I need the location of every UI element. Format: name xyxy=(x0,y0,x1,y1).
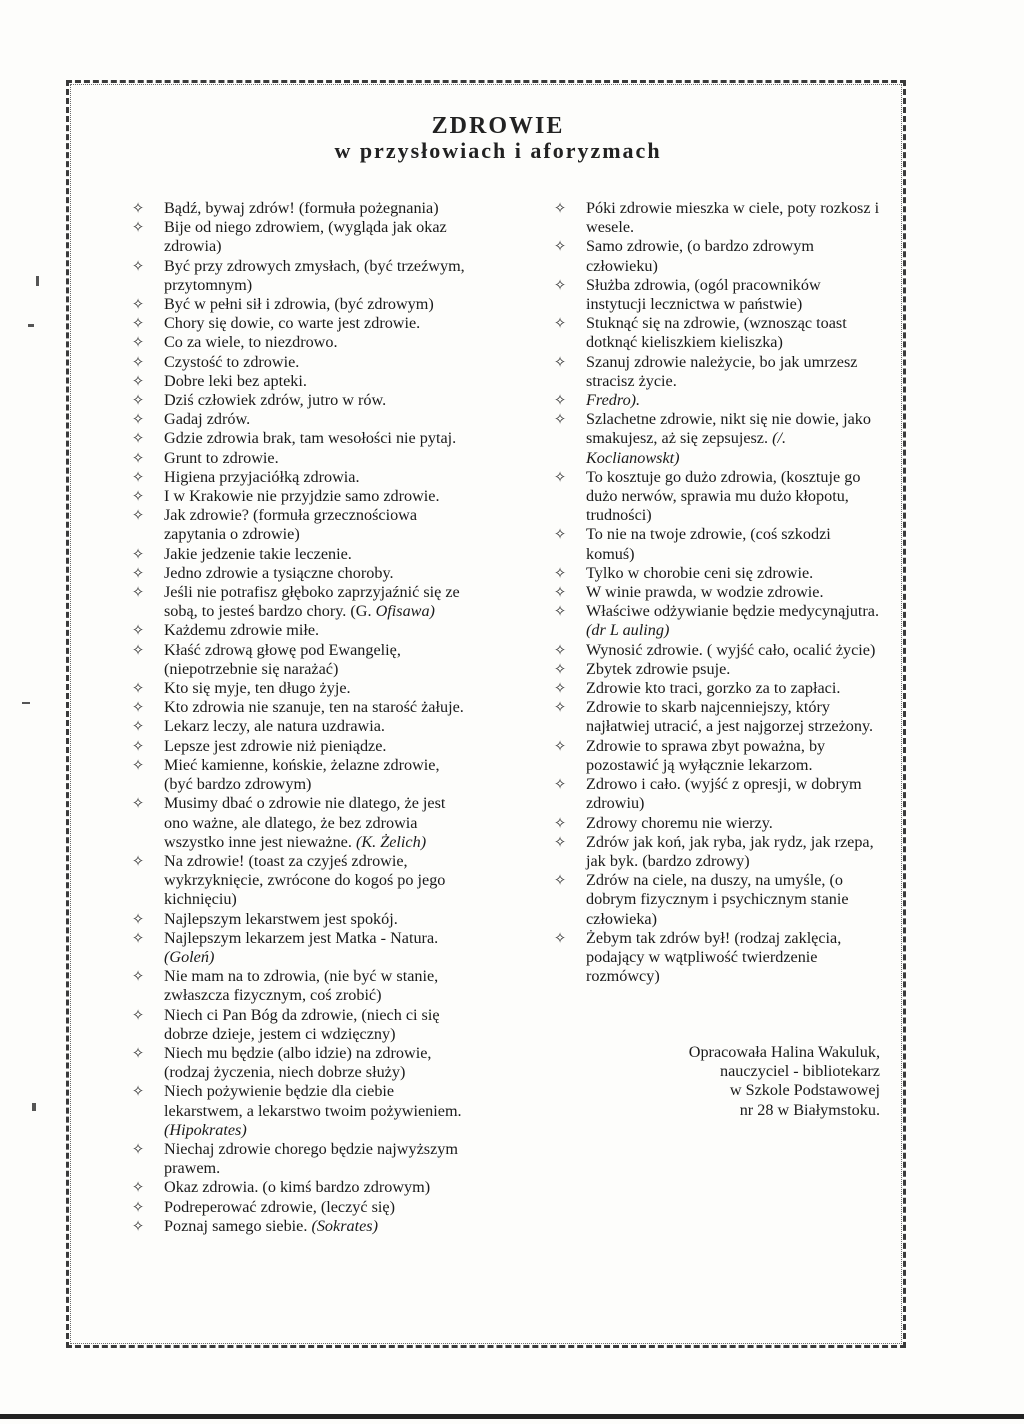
proverb-item xyxy=(550,314,882,352)
proverb-item xyxy=(128,794,468,852)
four-point-star-outline-icon: ✧ xyxy=(131,295,145,314)
proverb-text: Gadaj zdrów. xyxy=(164,410,251,429)
proverb-text: I w Krakowie nie przyjdzie samo zdrowie. xyxy=(164,487,440,506)
proverb-item xyxy=(128,333,468,352)
four-point-star-outline-icon: ✧ xyxy=(131,1005,145,1024)
proverb-item xyxy=(128,429,468,448)
four-point-star-outline-icon: ✧ xyxy=(553,467,567,486)
four-point-star-outline-icon: ✧ xyxy=(131,391,145,410)
four-point-star-outline-icon: ✧ xyxy=(131,467,145,486)
proverb-text: Być przy zdrowych zmysłach, (być trzeźwym, przytomnym) xyxy=(164,256,465,294)
proverb-text: Tylko w chorobie ceni się zdrowie. xyxy=(586,563,814,582)
proverb-text: Nie mam na to zdrowia, (nie być w stanie, zwłaszcza fizycznym, coś zrobić) xyxy=(164,967,439,1005)
four-point-star-outline-icon: ✧ xyxy=(553,659,567,678)
proverb-text: Grunt to zdrowie. xyxy=(164,448,279,467)
proverb-text: Bądź, bywaj zdrów! (formuła pożegnania) xyxy=(164,199,439,217)
proverb-item xyxy=(550,410,882,468)
proverb-item xyxy=(550,199,882,237)
proverb-item xyxy=(550,564,882,583)
proverb-text: To kosztuje go dużo zdrowia, (kosztuje go dużo nerwów, sprawia mu dużo kłopotu, trudności) xyxy=(586,467,861,525)
four-point-star-outline-icon: ✧ xyxy=(553,928,567,947)
proverb-text: Higiena przyjaciółką zdrowia. xyxy=(164,467,360,486)
proverb-text: Co za wiele, to niezdrowo. xyxy=(164,333,338,352)
proverb-text: Niech ci Pan Bóg da zdrowie, (niech ci się dobrze dzieje, jestem ci wdzięczny) xyxy=(164,1005,440,1043)
four-point-star-outline-icon: ✧ xyxy=(131,199,145,217)
page-subtitle: w przysłowiach i aforyzmach xyxy=(334,138,662,163)
proverbs-column-left xyxy=(128,199,468,1236)
proverb-text: Dziś człowiek zdrów, jutro w rów. xyxy=(164,391,387,410)
four-point-star-outline-icon: ✧ xyxy=(131,506,145,525)
proverb-text: Niechaj zdrowie chorego będzie najwyższym prawem. xyxy=(164,1139,458,1178)
proverb-text: Póki zdrowie mieszka w ciele, poty rozkosz i wesele. xyxy=(586,199,880,237)
proverb-item xyxy=(550,525,882,563)
four-point-star-outline-icon: ✧ xyxy=(553,698,567,717)
proverb-author: Fredro). xyxy=(586,391,641,410)
proverb-text: Samo zdrowie, (o bardzo zdrowym człowieku) xyxy=(586,237,814,275)
four-point-star-outline-icon: ✧ xyxy=(131,583,145,602)
proverb-text: Wynosić zdrowie. ( wyjść cało, ocalić życie) xyxy=(586,640,876,659)
proverb-text: Żebym tak zdrów był! (rodzaj zaklęcia, podający w wątpliwość twierdzenie rozmówcy) xyxy=(586,928,842,986)
four-point-star-outline-icon: ✧ xyxy=(131,256,145,275)
four-point-star-outline-icon: ✧ xyxy=(553,832,567,851)
proverb-text: Zdrowie to sprawa zbyt poważna, by pozostawić ją wyłącznie lekarzom. xyxy=(586,736,826,774)
proverb-text: Musimy dbać o zdrowie nie dlatego, że jest ono ważne, ale dlatego, że bez zdrowia wszystko inne jest nieważne. xyxy=(164,794,446,851)
four-point-star-outline-icon: ✧ xyxy=(131,1178,145,1197)
credit-line: Opracowała Halina Wakuluk, xyxy=(688,1043,880,1061)
four-point-star-outline-icon: ✧ xyxy=(553,736,567,755)
proverb-text: Mieć kamienne, końskie, żelazne zdrowie, (być bardzo zdrowym) xyxy=(164,755,440,794)
proverb-item xyxy=(128,1178,468,1197)
proverb-item xyxy=(550,237,882,275)
proverbs-list-left xyxy=(128,199,468,1236)
four-point-star-outline-icon: ✧ xyxy=(553,563,567,582)
four-point-star-outline-icon: ✧ xyxy=(553,602,567,621)
four-point-star-outline-icon: ✧ xyxy=(131,218,145,237)
proverb-text: Szlachetne zdrowie, nikt się nie dowie, jako smakujesz, aż się zepsujesz. xyxy=(586,410,871,448)
scan-speck xyxy=(22,702,30,704)
four-point-star-outline-icon: ✧ xyxy=(131,698,145,717)
proverb-item xyxy=(550,583,882,602)
proverb-text: Bije od niego zdrowiem, (wygląda jak okaz zdrowia) xyxy=(164,218,447,256)
proverb-item xyxy=(550,929,882,987)
four-point-star-outline-icon: ✧ xyxy=(131,1216,145,1235)
proverb-item xyxy=(128,1217,468,1236)
proverb-item xyxy=(128,314,468,333)
proverb-item xyxy=(550,833,882,871)
proverb-text: Na zdrowie! (toast za czyjeś zdrowie, wykrzyknięcie, zwrócone do kogoś po jego kichnięciu) xyxy=(164,851,446,909)
four-point-star-outline-icon: ✧ xyxy=(553,314,567,333)
proverb-item xyxy=(550,698,882,736)
four-point-star-outline-icon: ✧ xyxy=(553,391,567,410)
four-point-star-outline-icon: ✧ xyxy=(553,352,567,371)
proverb-author: (K. Żelich) xyxy=(355,832,427,851)
scan-speck xyxy=(36,276,39,286)
proverb-text: Czystość to zdrowie. xyxy=(164,352,300,371)
proverb-text: W winie prawda, w wodzie zdrowie. xyxy=(586,583,824,602)
proverb-item xyxy=(128,506,468,544)
credit-line: nr 28 w Białymstoku. xyxy=(739,1100,880,1119)
proverb-item xyxy=(550,602,882,640)
proverb-text: Niech pożywienie będzie dla ciebie lekarstwem, a lekarstwo twoim pożywieniem. xyxy=(164,1082,462,1120)
proverb-item xyxy=(550,468,882,526)
proverb-item xyxy=(128,679,468,698)
credit-line: w Szkole Podstawowej xyxy=(729,1081,880,1100)
author-credit xyxy=(600,1043,880,1120)
proverb-author: Ofisawa) xyxy=(375,602,435,621)
proverb-item xyxy=(128,641,468,679)
four-point-star-outline-icon: ✧ xyxy=(553,237,567,256)
credit-line: nauczyciel - bibliotekarz xyxy=(720,1062,880,1081)
four-point-star-outline-icon: ✧ xyxy=(131,314,145,333)
proverb-item xyxy=(128,1198,468,1217)
proverb-text: Lekarz leczy, ale natura uzdrawia. xyxy=(164,717,385,736)
proverb-text: Najlepszym lekarzem jest Matka - Natura. xyxy=(164,928,439,947)
four-point-star-outline-icon: ✧ xyxy=(131,755,145,774)
proverb-item xyxy=(550,641,882,660)
four-point-star-outline-icon: ✧ xyxy=(131,794,145,813)
proverb-item xyxy=(128,564,468,583)
proverb-item xyxy=(128,1082,468,1140)
proverb-text: Najlepszym lekarstwem jest spokój. xyxy=(164,909,398,928)
proverb-item xyxy=(550,353,882,391)
four-point-star-outline-icon: ✧ xyxy=(131,1139,145,1158)
four-point-star-outline-icon: ✧ xyxy=(131,371,145,390)
proverb-item xyxy=(128,1006,468,1044)
four-point-star-outline-icon: ✧ xyxy=(131,352,145,371)
proverb-item xyxy=(128,449,468,468)
proverb-item xyxy=(550,775,882,813)
proverb-text: Okaz zdrowia. (o kimś bardzo zdrowym) xyxy=(164,1178,431,1197)
scan-speck xyxy=(28,324,34,327)
proverb-item xyxy=(128,295,468,314)
four-point-star-outline-icon: ✧ xyxy=(131,736,145,755)
proverb-text: Zdrowy choremu nie wierzy. xyxy=(586,813,773,832)
four-point-star-outline-icon: ✧ xyxy=(131,909,145,928)
four-point-star-outline-icon: ✧ xyxy=(553,583,567,602)
proverb-text: Chory się dowie, co warte jest zdrowie. xyxy=(164,314,421,333)
proverb-text: Właściwe odżywianie będzie medycynąjutra. xyxy=(586,602,880,621)
proverb-item xyxy=(550,814,882,833)
four-point-star-outline-icon: ✧ xyxy=(131,717,145,736)
proverb-item xyxy=(128,391,468,410)
four-point-star-outline-icon: ✧ xyxy=(131,640,145,659)
proverb-text: Jedno zdrowie a tysiączne choroby. xyxy=(164,563,394,582)
proverb-text: Jakie jedzenie takie leczenie. xyxy=(164,544,352,563)
four-point-star-outline-icon: ✧ xyxy=(131,410,145,429)
four-point-star-outline-icon: ✧ xyxy=(131,621,145,640)
proverb-text: Zdrowie to skarb najcenniejszy, który najłatwiej utracić, a jest najgorzej strzeżony. xyxy=(586,698,874,736)
proverb-item xyxy=(128,410,468,429)
four-point-star-outline-icon: ✧ xyxy=(131,429,145,448)
proverb-author: (Goleń) xyxy=(164,947,215,966)
proverb-item xyxy=(128,756,468,794)
proverb-item xyxy=(128,910,468,929)
four-point-star-outline-icon: ✧ xyxy=(131,851,145,870)
proverb-text: Poznaj samego siebie. xyxy=(164,1216,308,1235)
four-point-star-outline-icon: ✧ xyxy=(553,525,567,544)
proverb-item xyxy=(128,199,468,218)
proverb-item xyxy=(128,717,468,736)
proverb-author: (Hipokrates) xyxy=(164,1120,247,1139)
proverb-text: Każdemu zdrowie miłe. xyxy=(164,621,320,640)
proverb-item xyxy=(128,852,468,910)
four-point-star-outline-icon: ✧ xyxy=(131,544,145,563)
proverb-item xyxy=(128,1044,468,1082)
scan-speck xyxy=(32,1103,36,1111)
four-point-star-outline-icon: ✧ xyxy=(553,275,567,294)
four-point-star-outline-icon: ✧ xyxy=(553,640,567,659)
proverb-author: (dr L auling) xyxy=(586,621,670,640)
proverb-text: Podreperować zdrowie, (leczyć się) xyxy=(164,1197,396,1216)
proverb-item xyxy=(128,583,468,621)
proverb-text: To nie na twoje zdrowie, (coś szkodzi komuś) xyxy=(586,525,831,563)
proverb-item xyxy=(128,218,468,256)
proverb-item xyxy=(550,391,882,410)
four-point-star-outline-icon: ✧ xyxy=(553,871,567,890)
proverb-item xyxy=(128,929,468,967)
four-point-star-outline-icon: ✧ xyxy=(553,775,567,794)
proverb-item xyxy=(550,737,882,775)
four-point-star-outline-icon: ✧ xyxy=(131,1043,145,1062)
proverb-text: Stuknąć się na zdrowie, (wznosząc toast dotknąć kieliszkiem kieliszka) xyxy=(586,314,847,352)
proverb-text: Kłaść zdrową głowę pod Ewangelię, (niepotrzebnie się narażać) xyxy=(164,640,401,678)
proverb-item xyxy=(128,967,468,1005)
proverb-text: Służba zdrowia, (ogól pracowników instytucji lecznictwa w państwie) xyxy=(586,275,821,314)
proverb-text: Zbytek zdrowie psuje. xyxy=(586,659,731,678)
proverb-item xyxy=(128,698,468,717)
proverb-item xyxy=(550,276,882,314)
four-point-star-outline-icon: ✧ xyxy=(131,333,145,352)
proverb-author: (/. Koclianowskt) xyxy=(586,429,787,467)
four-point-star-outline-icon: ✧ xyxy=(131,967,145,986)
four-point-star-outline-icon: ✧ xyxy=(553,410,567,429)
proverb-item xyxy=(128,468,468,487)
proverb-text: Kto się myje, ten długo żyje. xyxy=(164,679,351,698)
proverb-text: Zdrów jak koń, jak ryba, jak rydz, jak rzepa, jak byk. (bardzo zdrowy) xyxy=(586,832,874,870)
proverb-text: Zdrowo i cało. (wyjść z opresji, w dobrym zdrowiu) xyxy=(586,775,862,813)
proverb-item xyxy=(550,871,882,929)
proverb-text: Zdrów na ciele, na duszy, na umyśle, (o dobrym fizycznym i psychicznym stanie człowieka) xyxy=(586,871,849,928)
proverb-item xyxy=(128,737,468,756)
proverb-text: Zdrowie kto traci, gorzko za to zapłaci. xyxy=(586,679,841,698)
proverb-item xyxy=(128,1140,468,1178)
proverb-text: Kto zdrowia nie szanuje, ten na starość żałuje. xyxy=(164,698,464,717)
four-point-star-outline-icon: ✧ xyxy=(131,928,145,947)
proverb-item xyxy=(550,660,882,679)
proverb-item xyxy=(128,353,468,372)
proverb-item xyxy=(128,487,468,506)
proverb-author: (Sokrates) xyxy=(311,1216,378,1235)
proverb-item xyxy=(128,545,468,564)
proverb-item xyxy=(128,621,468,640)
proverbs-column-right xyxy=(550,199,882,986)
proverb-text: Jak zdrowie? (formuła grzecznościowa zapytania o zdrowie) xyxy=(164,506,418,544)
proverb-item xyxy=(128,257,468,295)
four-point-star-outline-icon: ✧ xyxy=(553,199,567,217)
proverb-item xyxy=(550,679,882,698)
proverb-text: Jeśli nie potrafisz głęboko zaprzyjaźnić się ze sobą, to jesteś bardzo chory. (G. xyxy=(164,583,460,621)
four-point-star-outline-icon: ✧ xyxy=(131,563,145,582)
proverb-text: Gdzie zdrowia brak, tam wesołości nie pytaj. xyxy=(164,429,457,448)
page-title: ZDROWIE xyxy=(431,113,565,139)
scan-edge-line xyxy=(0,1414,1024,1419)
proverb-text: Szanuj zdrowie należycie, bo jak umrzesz stracisz życie. xyxy=(586,352,858,390)
four-point-star-outline-icon: ✧ xyxy=(131,448,145,467)
proverbs-list-right xyxy=(550,199,882,986)
proverb-text: Dobre leki bez apteki. xyxy=(164,371,307,390)
four-point-star-outline-icon: ✧ xyxy=(131,1082,145,1101)
four-point-star-outline-icon: ✧ xyxy=(553,679,567,698)
proverb-text: Lepsze jest zdrowie niż pieniądze. xyxy=(164,736,387,755)
four-point-star-outline-icon: ✧ xyxy=(131,487,145,506)
proverb-item xyxy=(128,372,468,391)
four-point-star-outline-icon: ✧ xyxy=(131,1197,145,1216)
four-point-star-outline-icon: ✧ xyxy=(553,813,567,832)
four-point-star-outline-icon: ✧ xyxy=(131,679,145,698)
proverb-text: Niech mu będzie (albo idzie) na zdrowie, (rodzaj życzenia, niech dobrze służy) xyxy=(164,1043,432,1082)
proverb-text: Być w pełni sił i zdrowia, (być zdrowym) xyxy=(164,295,434,314)
